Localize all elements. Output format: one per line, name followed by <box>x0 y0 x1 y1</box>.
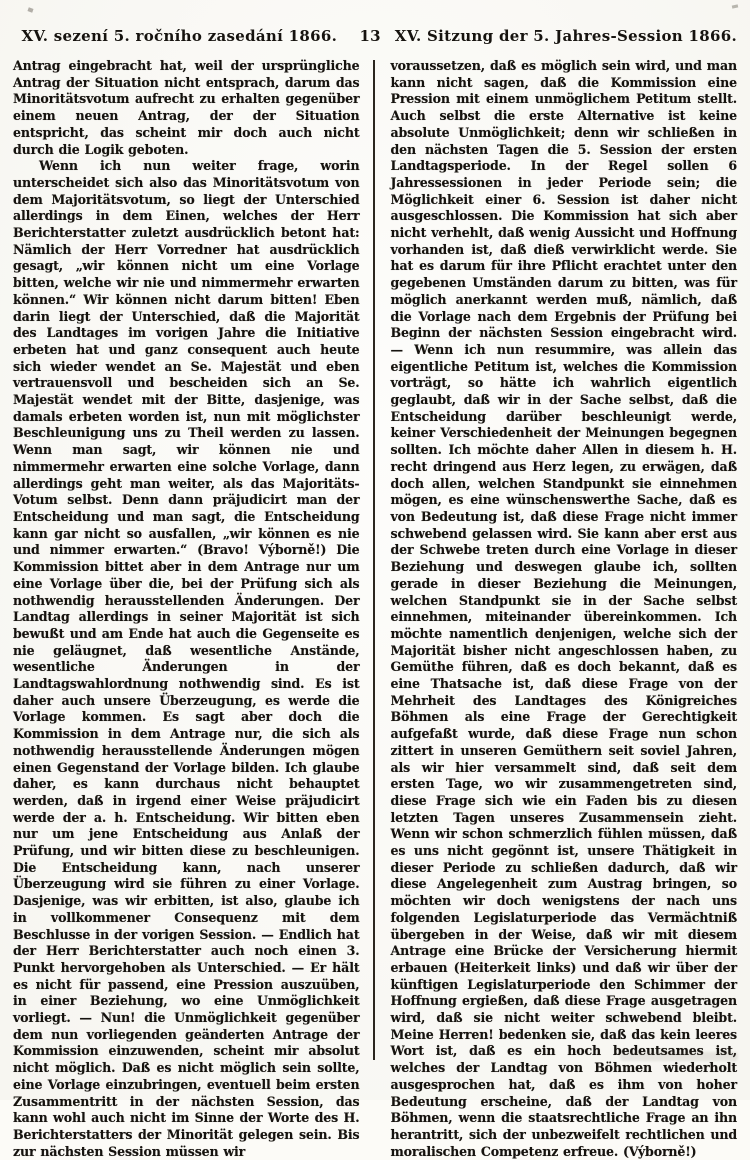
header-german-title: XV. Sitzung der 5. Jahres-Session 1866. <box>394 27 737 45</box>
left-column <box>13 58 360 1160</box>
right-column <box>391 58 738 1160</box>
left-column-paragraph-speech: Wenn ich nun weiter frage, worin unterscheidet sich also das Minoritätsvotum von dem Majoritätsvotum, so liegt der Unterschied allerdings in dem Einen, welches der Herr Berichterstatter zuletzt ausdrücklich betont hat: Nämlich der Herr Vorredner hat ausdrücklich gesagt, „wir können nicht um eine Vorlage bitten, welche wir nie und nimmermehr erwarten können.“ Wir können nicht darum bitten! Eben darin liegt der Unterschied, daß die Majorität des Landtages im vorigen Jahre die Initiative erbeten hat und ganz consequent auch heute sich wieder wendet an Se. Majestät und eben vertrauensvoll und bescheiden sich an Se. Majestät wendet mit der Bitte, dasjenige, was damals erbeten worden ist, nun mit möglichster Beschleunigung uns zu Theil werden zu lassen. Wenn man sagt, wir können nie und nimmermehr erwarten eine solche Vorlage, dann allerdings geht man weiter, als das Majoritäts-Votum selbst. Denn dann präjudicirt man der Entscheidung und man sagt, die Entscheidung kann gar nicht so ausfallen, „wir können es nie und nimmer erwarten.“ (Bravo! Výborně!) Die Kommission bittet aber in dem Antrage nur um eine Vorlage über die, bei der Prüfung sich als nothwendig herausstellenden Änderungen. Der Landtag allerdings in seiner Majorität ist sich bewußt und am Ende hat auch die Gegenseite es nie geläugnet, daß wesentliche Anstände, wesentliche Änderungen in der Landtagswahlordnung nothwendig sind. Es ist daher auch unsere Überzeugung, es werde die Vorlage kommen. Es sagt aber doch die Kommission in dem Antrage nur, die sich als nothwendig herausstellende Änderungen mögen einen Gegenstand der Vorlage bilden. Ich glaube daher, es kann durchaus nicht behauptet werden, daß in irgend einer Weise präjudicirt werde der a. h. Entscheidung. Wir bitten eben nur um jene Entscheidung aus Anlaß der Prüfung, und wir bitten diese zu beschleunigen. Die Entscheidung kann, nach unserer Überzeugung wird sie führen zu einer Vorlage. Dasjenige, was wir erbitten, ist also, glaube ich in vollkommener Consequenz mit dem Beschlusse in der vorigen Session. — Endlich hat der Herr Berichterstatter auch noch einen 3. Punkt hervorgehoben als Unterschied. — Er hält es nicht für passend, eine Pression auszuüben, in einer Beziehung, wo eine Unmöglichkeit vorliegt. — Nun! die Unmöglichkeit gegenüber dem nun vorliegenden geänderten Antrage der Kommission einzuwenden, scheint mir absolut nicht möglich. Daß es nicht möglich sein sollte, eine Vorlage einzubringen, eventuell beim ersten Zusammentritt in der nächsten Session, das kann wohl auch nicht im Sinne der Worte des H. Berichterstatters der Minorität gelegen sein. Bis zur nächsten Session müssen wir <box>13 158 360 1159</box>
header-page-number: 13 <box>359 27 381 45</box>
right-column-paragraph-continuation: voraussetzen, daß es möglich sein wird, und man kann nicht sagen, daß die Kommission eine Pression mit einem unmöglichem Petitum stellt. Auch selbst die erste Alternative ist keine absolute Unmöglichkeit; denn wir schließen in den nächsten Tagen die 5. Session der ersten Landtagsperiode. In der Regel sollen 6 Jahressessionen in jeder Periode sein; die Möglichkeit einer 6. Session ist daher nicht ausgeschlossen. Die Kommission hat sich aber nicht verhehlt, daß wenig Aussicht und Hoffnung vorhanden ist, daß dieß verwirklicht werde. Sie hat es darum für ihre Pflicht erachtet unter den gegebenen Umständen darum zu bitten, was für möglich anerkannt werden muß, nämlich, daß die Vorlage nach dem Ergebnis der Prüfung bei Beginn der nächsten Session eingebracht wird. — Wenn ich nun resummire, was allein das eigentliche Petitum ist, welches die Kommission vorträgt, so hätte ich wahrlich eigentlich geglaubt, daß wir in der Sache selbst, daß die Entscheidung darüber beschleunigt werde, keiner Verschiedenheit der Meinungen begegnen sollten. Ich möchte daher Allen in diesem h. H. recht dringend aus Herz legen, zu erwägen, daß doch allen, welchen Standpunkt sie einnehmen mögen, es eine wünschenswerthe Sache, daß es von Bedeutung ist, daß diese Frage nicht immer schwebend gelassen wird. Sie kann aber erst aus der Schwebe treten durch eine Vorlage in dieser Beziehung und deswegen glaube ich, sollten gerade in dieser Beziehung die Meinungen, welchen Standpunkt sie in der Sache selbst einnehmen, miteinander übereinkommen. Ich möchte namentlich denjenigen, welche sich der Majorität bisher nicht angeschlossen haben, zu Gemüthe führen, daß es doch bekannt, daß es eine Thatsache ist, daß diese Frage von der Mehrheit des Landtages des Königreiches Böhmen als eine Frage der Gerechtigkeit aufgefaßt wurde, daß diese Frage nun schon zittert in unseren Gemüthern seit soviel Jahren, als wir hier versammelt sind, daß seit dem ersten Tage, wo wir zusammengetreten sind, diese Frage sich wie ein Faden bis zu diesen letzten Tagen unseres Zusammensein zieht. Wenn wir schon schmerzlich fühlen müssen, daß es uns nicht gegönnt ist, unsere Thätigkeit in dieser Periode zu schließen dadurch, daß wir diese Angelegenheit zum Austrag bringen, so möchten wir doch wenigstens der nach uns folgenden Legislaturperiode das Vermächtniß übergeben in der Weise, daß wir mit diesem Antrage eine Brücke der Versicherung hiermit erbauen (Heiterkeit links) und daß wir über der künftigen Legislaturperiode den Schimmer der Hoffnung ergießen, daß diese Frage ausgetragen wird, daß sie nicht weiter schwebend bleibt. Meine Herren! bedenken sie, daß das kein leeres Wort ist, daß es ein hoch bedeutsames ist, welches der Landtag von Böhmen wiederholt ausgesprochen hat, daß es ihm von hoher Bedeutung erscheine, daß der Landtag von Böhmen, wenn die staatsrechtliche Frage an ihn herantritt, sich der unbezweifelt rechtlichen und moralischen Competenz erfreue. (Výborně!) <box>390 58 737 1159</box>
scan-artifact-smudge <box>620 1052 738 1061</box>
text-body <box>13 58 737 1160</box>
left-column-paragraph-continuation: Antrag eingebracht hat, weil der ursprüngliche Antrag der Situation nicht entsprach, darum das Minoritätsvotum aufrecht zu erhalten gegenüber einem neuen Antrag, der der Situation entspricht, das scheint mir doch auch nicht durch die Logik geboten. <box>13 58 360 157</box>
header-czech-title: XV. sezení 5. ročního zasedání 1866. <box>21 27 338 45</box>
running-header <box>13 0 737 45</box>
column-divider-rule <box>373 60 375 1060</box>
scan-artifact-speck <box>732 4 738 8</box>
